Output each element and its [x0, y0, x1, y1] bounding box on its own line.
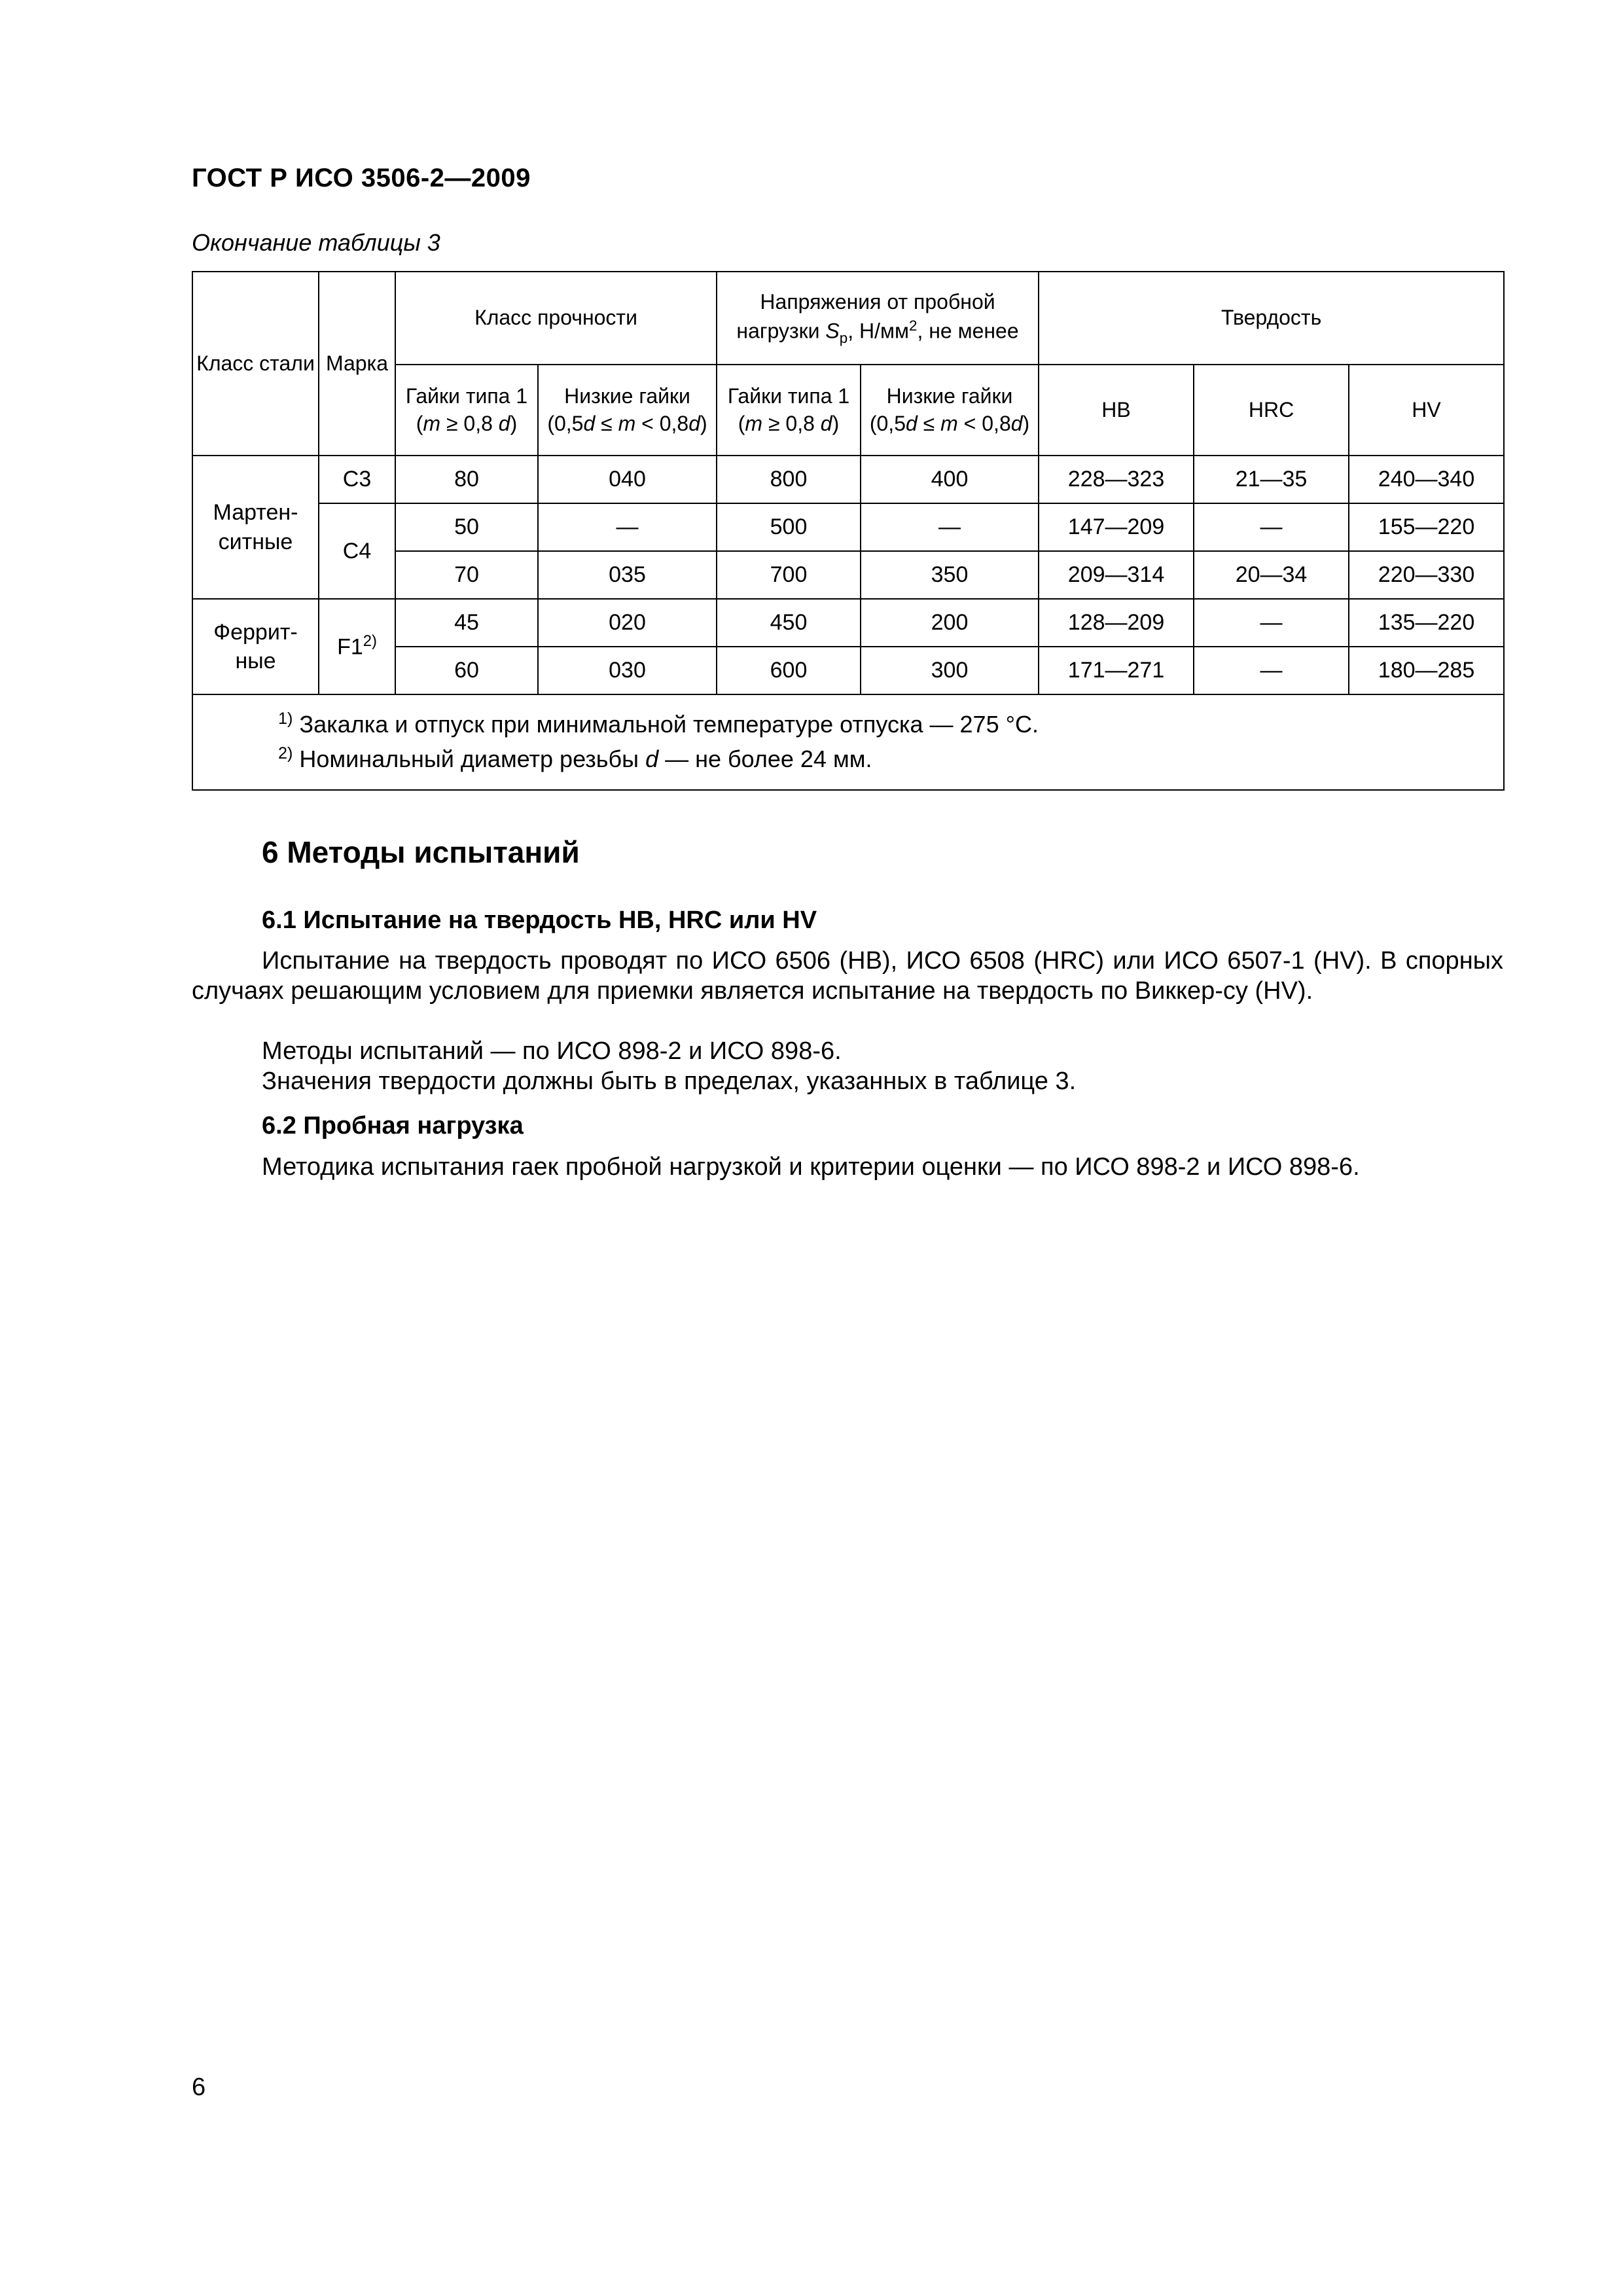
table-cell: 040 — [538, 456, 717, 503]
table-cell: 128—209 — [1039, 599, 1194, 647]
cond-m: m — [618, 411, 636, 435]
cond-d: d — [1010, 411, 1023, 435]
table-cell: 350 — [861, 551, 1039, 599]
table-cell: 171—271 — [1039, 647, 1194, 694]
cond-part: ≥ 0,8 — [440, 411, 499, 435]
hardness-table — [192, 271, 1505, 791]
table-cell: 020 — [538, 599, 717, 647]
table-cell: 50 — [395, 503, 538, 551]
footnote-2-symbol: d — [645, 745, 659, 773]
table-cell: — — [861, 503, 1039, 551]
table-row — [192, 456, 1504, 503]
grade-c4: C4 — [319, 503, 395, 599]
paragraph-6-1-methods: Методы испытаний — по ИСО 898-2 и ИСО 898-6. — [262, 1037, 842, 1065]
cond-part: < 0,8 — [635, 411, 689, 435]
table-cell: 155—220 — [1349, 503, 1504, 551]
table-cell: 800 — [717, 456, 861, 503]
table-row — [192, 599, 1504, 647]
table-cell: 500 — [717, 503, 861, 551]
header-nuts-type1-stress — [717, 365, 861, 456]
table-row — [192, 503, 1504, 551]
footnote-1 — [278, 707, 1503, 742]
table-cell: 21—35 — [1194, 456, 1349, 503]
section-6-title: 6 Методы испытаний — [262, 835, 580, 869]
cond-part: ≤ — [595, 411, 618, 435]
nuts-type1-label: Гайки типа 1 — [405, 384, 528, 408]
table-cell: 20—34 — [1194, 551, 1349, 599]
paragraph-6-1 — [192, 946, 1503, 1006]
table-cell: 300 — [861, 647, 1039, 694]
table-notes — [192, 694, 1504, 790]
group-martensitic: Мартен-ситные — [192, 456, 319, 599]
paragraph-6-1-values: Значения твердости должны быть в пределах, указанных в таблице 3. — [262, 1067, 1077, 1095]
cond-m: m — [745, 411, 763, 435]
table-cell: 400 — [861, 456, 1039, 503]
paragraph-6-2: Методика испытания гаек пробной нагрузкой и критерии оценки — по ИСО 898-2 и ИСО 898-6. — [262, 1153, 1360, 1181]
footnote-2-text-tail: — не более 24 мм. — [658, 745, 872, 773]
header-proof-stress — [717, 272, 1039, 365]
footnote-2 — [278, 742, 1503, 776]
table-cell: 147—209 — [1039, 503, 1194, 551]
subsection-6-1-title: 6.1 Испытание на твердость HB, HRC или HV — [262, 906, 817, 934]
cond-d: d — [688, 411, 701, 435]
header-proof-stress-line1: Напряжения от пробной — [760, 290, 995, 314]
cond-part: ) — [510, 411, 518, 435]
header-low-nuts-class — [538, 365, 717, 456]
cond-part: ) — [832, 411, 840, 435]
header-property-class: Класс прочности — [395, 272, 717, 365]
table-cell: 60 — [395, 647, 538, 694]
table-cell: 700 — [717, 551, 861, 599]
cond-part: ≥ 0,8 — [762, 411, 821, 435]
stress-subscript: p — [839, 329, 848, 346]
cond-part: ≤ — [917, 411, 941, 435]
table-cell: — — [1194, 647, 1349, 694]
header-hardness: Твердость — [1039, 272, 1504, 365]
cond-d: d — [583, 411, 596, 435]
header-hv: HV — [1349, 365, 1504, 456]
footnote-1-text: Закалка и отпуск при минимальной температуре отпуска — 275 °С. — [293, 711, 1039, 738]
table-cell: 80 — [395, 456, 538, 503]
header-steel-class: Класс стали — [192, 272, 319, 456]
footnote-2-text: Номинальный диаметр резьбы — [293, 745, 646, 773]
table-cell: — — [1194, 503, 1349, 551]
header-hrc: HRC — [1194, 365, 1349, 456]
header-low-nuts-stress — [861, 365, 1039, 456]
table-caption: Окончание таблицы 3 — [192, 229, 440, 256]
paragraph-6-1-text: Испытание на твердость проводят по ИСО 6506 (HB), ИСО 6508 (HRC) или ИСО 6507-1 (HV). В спорных случаях решающим условием для приемки является испытание на твердость по Виккер-су (HV). — [192, 947, 1503, 1005]
header-nuts-type1-class — [395, 365, 538, 456]
table-cell: 135—220 — [1349, 599, 1504, 647]
unit-superscript: 2 — [908, 317, 918, 334]
table-cell: 70 — [395, 551, 538, 599]
low-nuts-label: Низкие гайки — [886, 384, 1013, 408]
table-cell: 035 — [538, 551, 717, 599]
table-notes-row — [192, 694, 1504, 790]
footnote-1-mark: 1) — [278, 709, 293, 728]
cond-part: (0,5 — [869, 411, 906, 435]
grade-f1-label: F1 — [337, 634, 363, 660]
header-grade: Марка — [319, 272, 395, 456]
table-cell: 228—323 — [1039, 456, 1194, 503]
table-cell: — — [1194, 599, 1349, 647]
document-header: ГОСТ Р ИСО 3506-2—2009 — [192, 164, 531, 192]
cond-m: m — [940, 411, 958, 435]
low-nuts-label: Низкие гайки — [564, 384, 690, 408]
grade-f1-footnote-mark: 2) — [363, 632, 377, 651]
table-cell: 180—285 — [1349, 647, 1504, 694]
table-cell: 45 — [395, 599, 538, 647]
table-cell: 240—340 — [1349, 456, 1504, 503]
table-header-row-1 — [192, 272, 1504, 365]
stress-symbol: S — [825, 319, 840, 343]
cond-d: d — [905, 411, 918, 435]
cond-part: ( — [738, 411, 745, 435]
table-cell: 200 — [861, 599, 1039, 647]
table-cell: 220—330 — [1349, 551, 1504, 599]
cond-part: ( — [416, 411, 423, 435]
footnote-2-mark: 2) — [278, 744, 293, 763]
table-cell: — — [538, 503, 717, 551]
cond-d: d — [498, 411, 510, 435]
cond-part: < 0,8 — [957, 411, 1011, 435]
cond-d: d — [820, 411, 832, 435]
cond-part: (0,5 — [547, 411, 584, 435]
group-ferritic: Феррит-ные — [192, 599, 319, 694]
grade-c3: C3 — [319, 456, 395, 503]
cond-part: ) — [1022, 411, 1030, 435]
header-proof-stress-tail: , не менее — [917, 319, 1019, 343]
table-cell: 030 — [538, 647, 717, 694]
grade-f1 — [319, 599, 395, 694]
table-cell: 600 — [717, 647, 861, 694]
page-number: 6 — [192, 2073, 206, 2101]
nuts-type1-label: Гайки типа 1 — [727, 384, 850, 408]
header-hb: HB — [1039, 365, 1194, 456]
header-proof-stress-unit: , Н/мм — [847, 319, 909, 343]
subsection-6-2-title: 6.2 Пробная нагрузка — [262, 1112, 524, 1139]
table-cell: 209—314 — [1039, 551, 1194, 599]
cond-part: ) — [700, 411, 707, 435]
cond-m: m — [423, 411, 441, 435]
header-proof-stress-text: нагрузки — [736, 319, 826, 343]
table-cell: 450 — [717, 599, 861, 647]
